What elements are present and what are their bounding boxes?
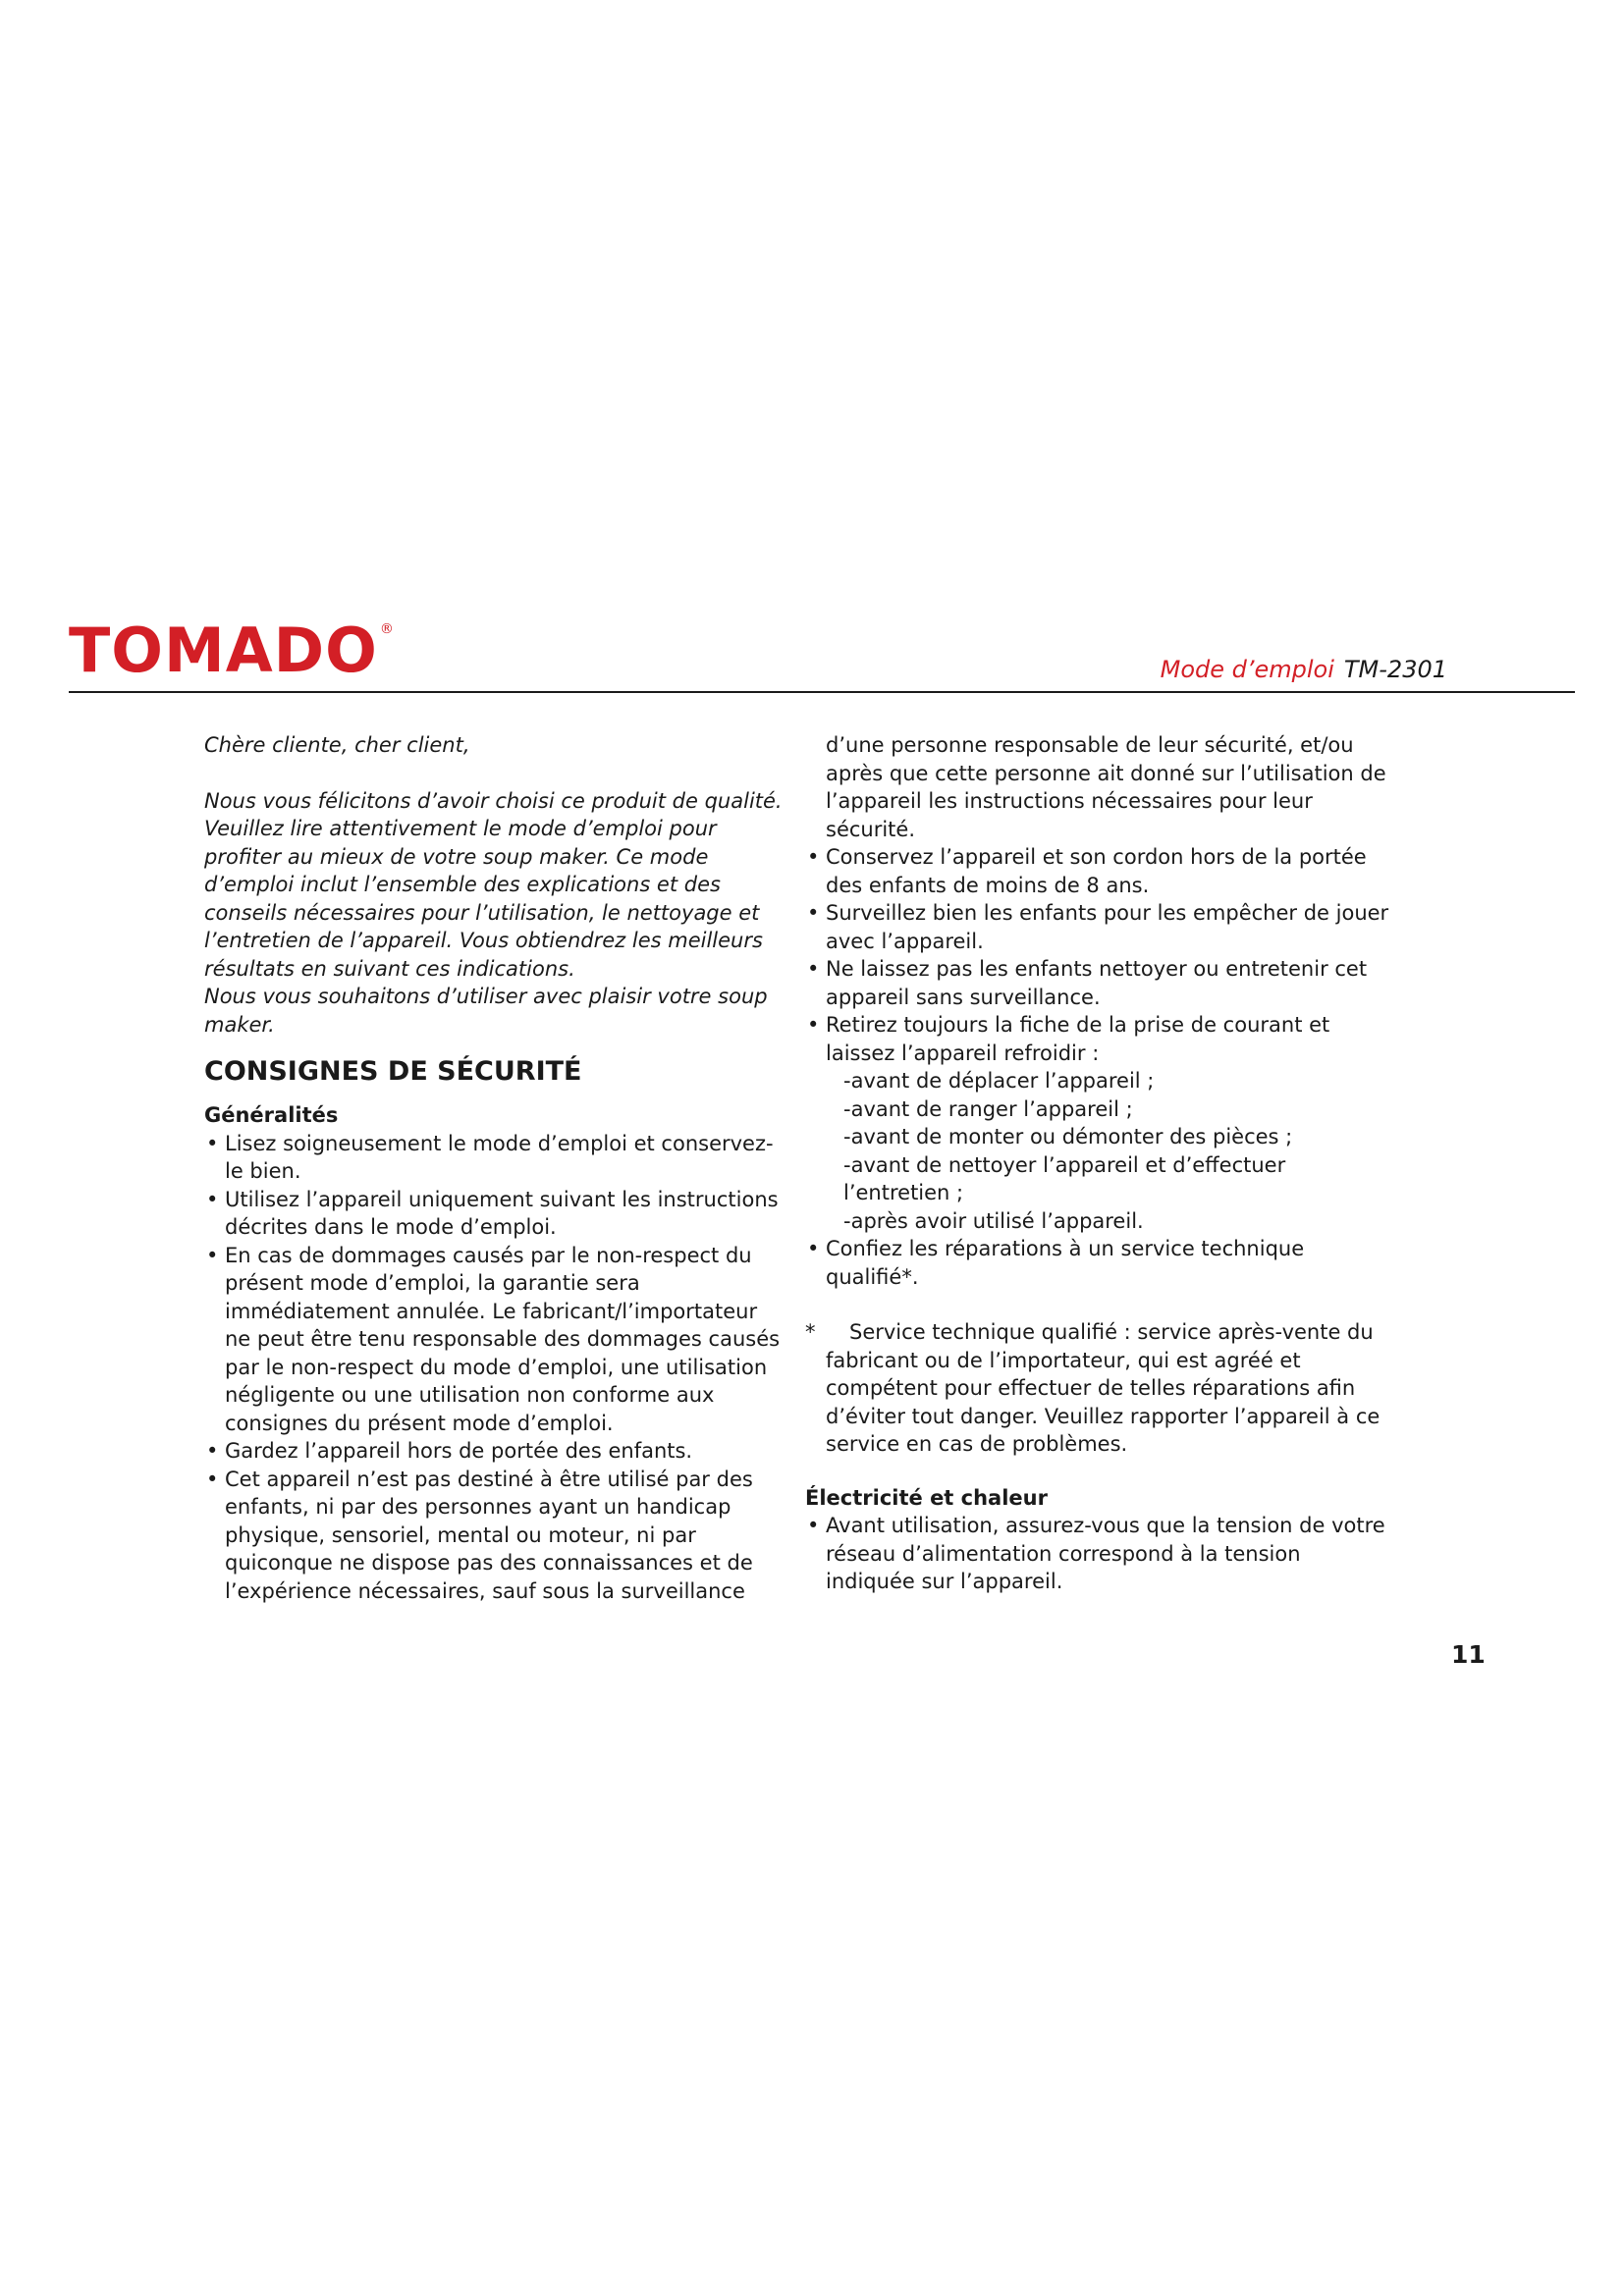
sublist-item: -avant de monter ou démonter des pièces ;: [843, 1125, 1293, 1148]
sublist-item: -avant de ranger l’appareil ;: [843, 1096, 1133, 1121]
salutation: Chère cliente, cher client,: [204, 733, 470, 757]
list-item-unplug: [805, 1011, 1394, 1235]
doc-label: Mode d’emploi: [1160, 656, 1334, 683]
sublist-item: -avant de déplacer l’appareil ;: [843, 1069, 1155, 1093]
general-title: Généralités: [204, 1103, 339, 1127]
list-item: • En cas de dommages causés par le non-respect du présent mode d’emploi, la garantie sera immédiatement annulée. Le fabricant/l’importateur ne peut être tenu responsable des dommages causés par le non-respect du mode d’emploi, une utilisation négligente ou une utilisation non conforme aux consignes du présent mode d’emploi.: [204, 1242, 784, 1438]
left-column: [204, 731, 784, 1605]
list-item: • Lisez soigneusement le mode d’emploi et conservez-le bien.: [204, 1130, 784, 1186]
list-item: • Conservez l’appareil et son cordon hors de la portée des enfants de moins de 8 ans.: [805, 843, 1394, 899]
spacer: [204, 760, 784, 787]
general-list: [204, 1130, 784, 1606]
document-title: [1161, 658, 1447, 681]
brand-logo: [69, 614, 395, 686]
registered-mark: ®: [379, 621, 395, 637]
model-number: TM-2301: [1343, 656, 1447, 683]
right-column: [805, 731, 1394, 1596]
list-item: • Avant utilisation, assurez-vous que la tension de votre réseau d’alimentation correspond à la tension indiquée sur l’appareil.: [805, 1512, 1394, 1596]
page-number: 11: [1451, 1640, 1486, 1669]
intro-closing: Nous vous souhaitons d’utiliser avec plaisir votre soup maker.: [204, 985, 768, 1037]
list-item: • Utilisez l’appareil uniquement suivant les instructions décrites dans le mode d’emploi.: [204, 1186, 784, 1242]
unplug-sublist: [826, 1067, 1394, 1235]
list-item-continuation: d’une personne responsable de leur sécurité, et/ou après que cette personne ait donné sur l’utilisation de l’appareil les instructions nécessaires pour leur sécurité.: [826, 733, 1386, 841]
unplug-text: Retirez toujours la fiche de la prise de courant et laissez l’appareil refroidir :: [826, 1013, 1330, 1065]
footnote-marker: *: [805, 1320, 816, 1344]
safety-title: CONSIGNES DE SÉCURITÉ: [204, 1056, 582, 1087]
list-item: • Surveillez bien les enfants pour les empêcher de jouer avec l’appareil.: [805, 899, 1394, 955]
brand-name: TOMADO: [69, 614, 378, 686]
general-list-continued: [805, 843, 1394, 1291]
list-item: • Ne laissez pas les enfants nettoyer ou entretenir cet appareil sans surveillance.: [805, 955, 1394, 1011]
list-item: • Confiez les réparations à un service technique qualifié*.: [805, 1235, 1394, 1291]
electricity-title: Électricité et chaleur: [805, 1485, 1048, 1510]
intro-paragraph: Nous vous félicitons d’avoir choisi ce produit de qualité. Veuillez lire attentivement le mode d’emploi pour profiter au mieux de votre soup maker. Ce mode d’emploi inclut l’ensemble des explications et des conseils nécessaires pour l’utilisation, le nettoyage et l’entretien de l’appareil. Vous obtiendrez les meilleurs résultats en suivant ces indications.: [204, 788, 783, 981]
footnote: [805, 1318, 1394, 1459]
electricity-list: [805, 1512, 1394, 1596]
sublist-item: -après avoir utilisé l’appareil.: [843, 1208, 1144, 1233]
sublist-item: -avant de nettoyer l’appareil et d’effectuer l’entretien ;: [843, 1152, 1286, 1204]
header-divider: [69, 691, 1575, 693]
list-item: • Cet appareil n’est pas destiné à être utilisé par des enfants, ni par des personnes ayant un handicap physique, sensoriel, mental ou moteur, ni par quiconque ne dispose pas des connaissances et de l’expérience nécessaires, sauf sous la surveillance: [204, 1466, 784, 1606]
footnote-text: Service technique qualifié : service après-vente du fabricant ou de l’importateur, qui est agréé et compétent pour effectuer de telles réparations afin d’éviter tout danger. Veuillez rapporter l’appareil à ce service en cas de problèmes.: [826, 1320, 1380, 1456]
list-item: • Gardez l’appareil hors de portée des enfants.: [204, 1437, 784, 1466]
